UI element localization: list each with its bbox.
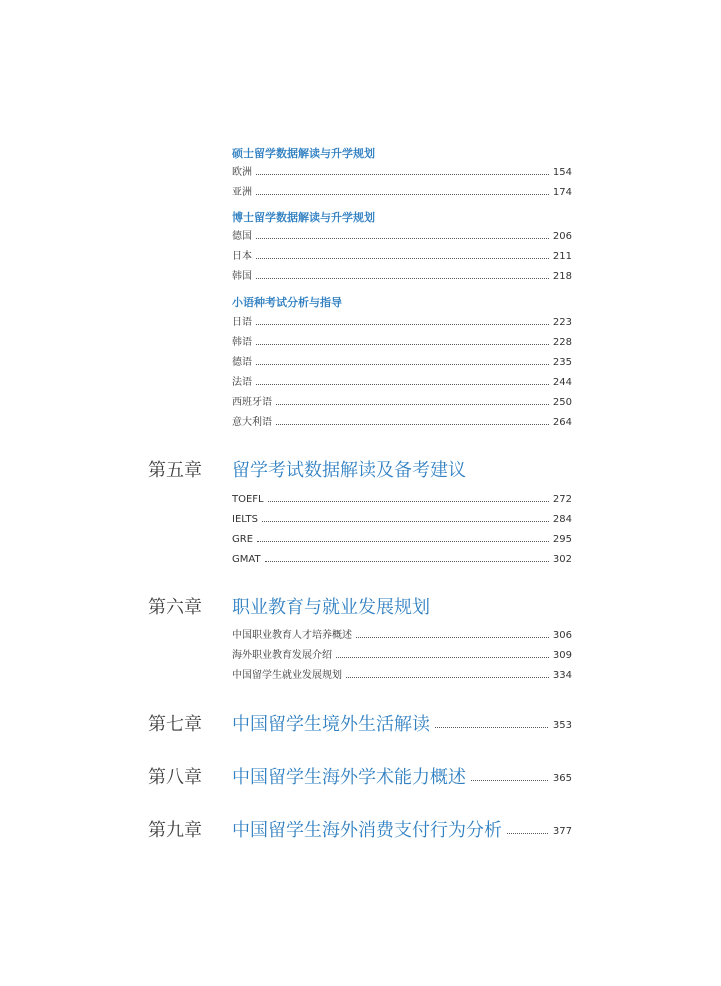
toc-entry[interactable]	[232, 669, 572, 683]
leader-dots	[276, 404, 549, 405]
entry-page: 309	[552, 650, 572, 661]
leader-dots	[256, 194, 549, 195]
section-heading-masters: 硕士留学数据解读与升学规划	[232, 147, 375, 160]
entry-label: 中国职业教育人才培养概述	[232, 630, 352, 641]
leader-dots	[256, 344, 549, 345]
toc-entry[interactable]	[232, 166, 572, 180]
entry-label: 韩语	[232, 337, 252, 348]
leader-dots	[265, 561, 549, 562]
entry-label: GRE	[232, 534, 254, 545]
toc-entry[interactable]	[232, 230, 572, 244]
entry-page: 295	[552, 534, 572, 545]
leader-dots	[256, 324, 549, 325]
entry-page: 306	[552, 630, 572, 641]
chapter-page: 353	[552, 719, 572, 731]
entry-label: 韩国	[232, 271, 252, 282]
toc-entry[interactable]	[232, 493, 572, 507]
entry-page: 235	[552, 357, 572, 368]
entry-label: 欧洲	[232, 167, 252, 178]
leader-dots	[507, 833, 548, 834]
leader-dots	[471, 780, 548, 781]
chapter-number: 第九章	[148, 820, 202, 841]
leader-dots	[257, 541, 549, 542]
entry-label: 日本	[232, 251, 252, 262]
leader-dots	[256, 174, 549, 175]
toc-entry[interactable]	[232, 649, 572, 663]
chapter-heading[interactable]	[232, 819, 572, 843]
toc-entry[interactable]	[232, 270, 572, 284]
leader-dots	[346, 677, 549, 678]
toc-entry[interactable]	[232, 513, 572, 527]
entry-label: TOEFL	[232, 494, 264, 505]
toc-entry[interactable]	[232, 356, 572, 370]
toc-entry[interactable]	[232, 553, 572, 567]
toc-entry[interactable]	[232, 376, 572, 390]
chapter-number: 第五章	[148, 460, 202, 481]
entry-page: 218	[552, 271, 572, 282]
entry-page: 154	[552, 167, 572, 178]
chapter-title: 中国留学生海外消费支付行为分析	[232, 820, 502, 841]
chapter-title: 中国留学生海外学术能力概述	[232, 767, 466, 788]
leader-dots	[256, 258, 549, 259]
entry-label: 西班牙语	[232, 397, 272, 408]
leader-dots	[262, 521, 549, 522]
entry-page: 206	[552, 231, 572, 242]
entry-label: GMAT	[232, 554, 261, 565]
entry-page: 272	[552, 494, 572, 505]
toc-entry[interactable]	[232, 533, 572, 547]
leader-dots	[435, 727, 548, 728]
chapter-number: 第七章	[148, 714, 202, 735]
chapter-page: 365	[552, 772, 572, 784]
toc-entry[interactable]	[232, 186, 572, 200]
entry-page: 334	[552, 670, 572, 681]
chapter-title: 中国留学生境外生活解读	[232, 714, 430, 735]
entry-label: 日语	[232, 317, 252, 328]
entry-page: 228	[552, 337, 572, 348]
entry-label: 海外职业教育发展介绍	[232, 650, 332, 661]
entry-page: 223	[552, 317, 572, 328]
entry-label: 意大利语	[232, 417, 272, 428]
leader-dots	[256, 238, 549, 239]
toc-entry[interactable]	[232, 396, 572, 410]
section-heading-minor-languages: 小语种考试分析与指导	[232, 296, 342, 309]
leader-dots	[256, 278, 549, 279]
entry-page: 264	[552, 417, 572, 428]
leader-dots	[256, 384, 549, 385]
toc-entry[interactable]	[232, 336, 572, 350]
chapter-page: 377	[552, 825, 572, 837]
toc-entry[interactable]	[232, 316, 572, 330]
entry-page: 284	[552, 514, 572, 525]
chapter-number: 第六章	[148, 597, 202, 618]
leader-dots	[276, 424, 549, 425]
entry-label: IELTS	[232, 514, 258, 525]
chapter-title: 留学考试数据解读及备考建议	[232, 460, 466, 481]
chapter-heading[interactable]	[232, 713, 572, 737]
leader-dots	[268, 501, 549, 502]
entry-page: 302	[552, 554, 572, 565]
entry-label: 中国留学生就业发展规划	[232, 670, 342, 681]
entry-label: 德国	[232, 231, 252, 242]
entry-page: 250	[552, 397, 572, 408]
section-heading-doctoral: 博士留学数据解读与升学规划	[232, 211, 375, 224]
toc-entry[interactable]	[232, 250, 572, 264]
toc-entry[interactable]	[232, 416, 572, 430]
entry-page: 174	[552, 187, 572, 198]
chapter-heading[interactable]	[232, 596, 572, 620]
entry-page: 211	[552, 251, 572, 262]
leader-dots	[256, 364, 549, 365]
entry-label: 法语	[232, 377, 252, 388]
leader-dots	[356, 637, 549, 638]
entry-page: 244	[552, 377, 572, 388]
chapter-heading[interactable]	[232, 459, 572, 483]
entry-label: 亚洲	[232, 187, 252, 198]
chapter-title: 职业教育与就业发展规划	[232, 597, 430, 618]
chapter-heading[interactable]	[232, 766, 572, 790]
entry-label: 德语	[232, 357, 252, 368]
toc-entry[interactable]	[232, 629, 572, 643]
chapter-number: 第八章	[148, 767, 202, 788]
leader-dots	[336, 657, 549, 658]
